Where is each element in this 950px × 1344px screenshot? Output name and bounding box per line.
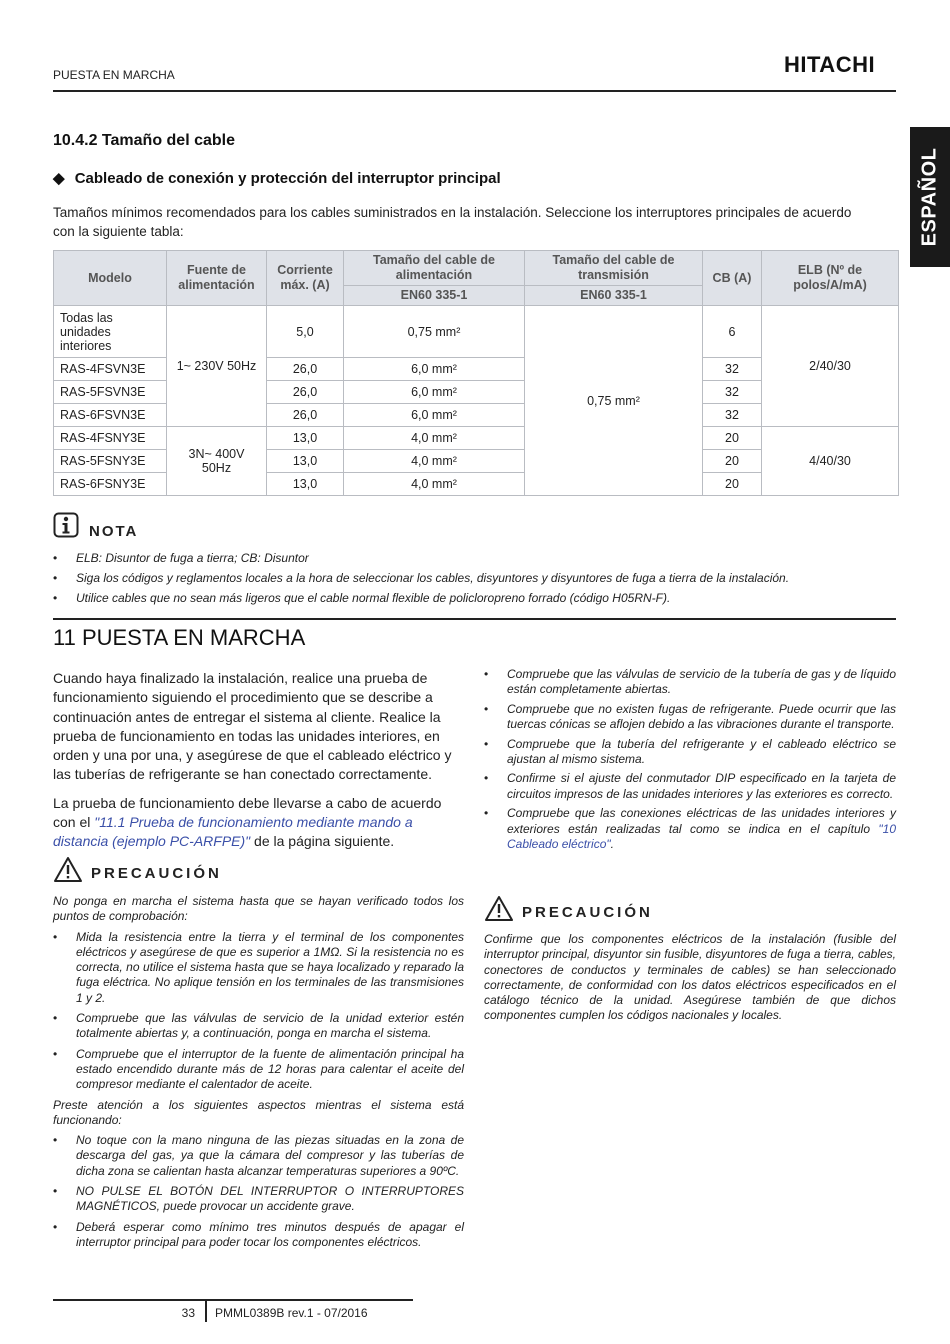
nota-list: [53, 548, 913, 608]
diamond-bullet-icon: ◆: [53, 170, 65, 187]
list-item: • Confirme si el ajuste del conmutador DIP especificado en la tarjeta de circuitos impresos de las unidades interiores y las exteriores es correcto.: [484, 771, 896, 802]
section-title: 10.4.2 Tamaño del cable: [53, 132, 236, 149]
th-cb: CB (A): [703, 251, 762, 306]
cell-cable: 4,0 mm²: [344, 450, 525, 473]
th-elb: ELB (Nº de polos/A/mA): [762, 251, 899, 306]
language-tab: [910, 127, 950, 267]
th-model: Modelo: [54, 251, 167, 306]
list-item: • Compruebe que no existen fugas de refrigerante. Puede ocurrir que las tuercas cónicas se aflojen debido a las vibraciones durante el transporte.: [484, 702, 896, 733]
cell-cable: 0,75 mm²: [344, 306, 525, 358]
cell-power-source: 3N~ 400V 50Hz: [167, 427, 267, 496]
subsection-title-text: Cableado de conexión y protección del interruptor principal: [74, 170, 501, 187]
list-item: • Compruebe que las válvulas de servicio de la unidad exterior estén totalmente abiertas y, a continuación, ponga en marcha el sistema.: [53, 1011, 464, 1042]
brand-logo: HITACHI: [784, 52, 876, 77]
cell-cb: 32: [703, 358, 762, 381]
section-divider: [53, 618, 896, 620]
cell-model: RAS-4FSNY3E: [54, 427, 167, 450]
cell-model: RAS-4FSVN3E: [54, 358, 167, 381]
cell-cable: 4,0 mm²: [344, 427, 525, 450]
cross-reference-link[interactable]: "10 Cableado eléctrico": [507, 821, 896, 852]
table-row: [54, 306, 899, 358]
table-row: [54, 427, 899, 450]
list-item-text: Compruebe que las conexiones eléctricas de las unidades interiores y exteriores están realizadas tal como se indica en el capítulo: [507, 806, 896, 836]
list-item: • ELB: Disuntor de fuga a tierra; CB: Disuntor: [53, 548, 913, 568]
caution-intro: No ponga en marcha el sistema hasta que se hayan verificado todos los puntos de comprobación:: [53, 894, 464, 924]
cell-current: 13,0: [267, 427, 344, 450]
th-power-source: Fuente de alimentación: [167, 251, 267, 306]
cell-current: 5,0: [267, 306, 344, 358]
cell-current: 26,0: [267, 381, 344, 404]
warning-icon: [484, 895, 514, 922]
cell-model: RAS-6FSVN3E: [54, 404, 167, 427]
cell-cb: 20: [703, 473, 762, 496]
cell-cable: 6,0 mm²: [344, 404, 525, 427]
footer-divider: [53, 1299, 413, 1301]
caution-intro: Preste atención a los siguientes aspectos mientras el sistema está funcionando:: [53, 1097, 464, 1127]
list-item-text: .: [610, 837, 614, 852]
list-item: • Utilice cables que no sean más ligeros que el cable normal flexible de policloropreno forrado (código H05RN-F).: [53, 588, 913, 608]
left-column: [53, 669, 464, 861]
cable-size-table: [53, 250, 899, 496]
th-max-current: Corriente máx. (A): [267, 251, 344, 306]
cell-elb: 4/40/30: [762, 427, 899, 496]
cell-cable: 4,0 mm²: [344, 473, 525, 496]
precaution-title: PRECAUCIÓN: [522, 904, 653, 921]
cell-model: Todas las unidades interiores: [54, 306, 167, 358]
page-number: 33: [181, 1306, 195, 1320]
cell-model: RAS-6FSNY3E: [54, 473, 167, 496]
cell-current: 13,0: [267, 473, 344, 496]
check-list: [484, 667, 896, 852]
list-item: • Compruebe que la tubería del refrigerante y el cableado eléctrico se ajustan al mismo sistema.: [484, 737, 896, 768]
paragraph-text: de la página siguiente.: [250, 833, 395, 850]
list-item: • Compruebe que las válvulas de servicio de la tubería de gas y de líquido están completamente abiertas.: [484, 667, 896, 698]
precaution-heading: [484, 895, 653, 922]
warning-icon: [53, 856, 83, 883]
cell-cable: 6,0 mm²: [344, 358, 525, 381]
caution-list: [53, 930, 464, 1093]
document-code: PMML0389B rev.1 - 07/2016: [215, 1306, 368, 1320]
cell-current: 26,0: [267, 358, 344, 381]
right-column: [484, 667, 896, 857]
cell-model: RAS-5FSNY3E: [54, 450, 167, 473]
footer-separator: [205, 1300, 207, 1322]
th-power-cable-std: EN60 335-1: [344, 286, 525, 306]
cell-cb: 6: [703, 306, 762, 358]
cell-power-source: 1~ 230V 50Hz: [167, 306, 267, 427]
precaution-title: PRECAUCIÓN: [91, 865, 222, 882]
cell-current: 26,0: [267, 404, 344, 427]
cell-cb: 20: [703, 427, 762, 450]
list-item: • NO PULSE EL BOTÓN DEL INTERRUPTOR O INTERRUPTORES MAGNÉTICOS, puede provocar un accidente grave.: [53, 1184, 464, 1215]
cell-cb: 32: [703, 404, 762, 427]
list-item: [484, 806, 896, 852]
list-item: • Deberá esperar como mínimo tres minutos después de apagar el interruptor principal para poder tocar los componentes eléctricos.: [53, 1220, 464, 1251]
cell-model: RAS-5FSVN3E: [54, 381, 167, 404]
language-tab-label: ESPAÑOL: [918, 147, 941, 247]
precaution-text: [484, 932, 896, 1029]
cell-current: 13,0: [267, 450, 344, 473]
caution-list: [53, 1133, 464, 1250]
cell-cable: 6,0 mm²: [344, 381, 525, 404]
subsection-title: [53, 169, 501, 187]
paragraph: [53, 794, 464, 852]
caution-block: [53, 894, 464, 1255]
paragraph: Cuando haya finalizado la instalación, realice una prueba de funcionamiento siguiendo el procedimiento que se describe a continuación antes de entregar el sistema al cliente. Realice la prueba de funcionamiento en todas las unidades interiores, en orden y una por una, y asegúrese de que el cableado eléctrico y las tuberías de refrigerante se han conectado correctamente.: [53, 670, 452, 783]
paragraph-text: La prueba de funcionamiento debe llevarse a cabo de acuerdo con el: [53, 794, 442, 831]
list-item: • Mida la resistencia entre la tierra y el terminal de los componentes eléctricos y asegúrese de que es superior a 1MΩ. Si la resistencia no es correcta, no utilice el sistema hasta que se haya localizado y reparado la fuga eléctrica. No aplique tensión en los terminales de las transmisiones 1 y 2.: [53, 930, 464, 1006]
th-power-cable: Tamaño del cable de alimentación: [344, 251, 525, 286]
cell-transmission: 0,75 mm²: [525, 306, 703, 496]
nota-title: NOTA: [89, 523, 139, 540]
cell-elb: 2/40/30: [762, 306, 899, 427]
cross-reference-link[interactable]: "11.1 Prueba de funcionamiento mediante mando a distancia (ejemplo PC-ARFPE)": [53, 814, 413, 850]
intro-paragraph: Tamaños mínimos recomendados para los cables suministrados en la instalación. Seleccione los interruptores principales de acuerdo con la siguiente tabla:: [53, 205, 852, 239]
chapter-title: 11 PUESTA EN MARCHA: [53, 625, 306, 650]
th-transmission-cable: Tamaño del cable de transmisión: [525, 251, 703, 286]
list-item: • No toque con la mano ninguna de las piezas situadas en la zona de descarga del gas, ya que la cámara del compresor y las tuberías de dicha zona se calientan hasta alcanzar temperaturas superiores a 90ºC.: [53, 1133, 464, 1179]
precaution-heading: [53, 856, 222, 883]
cell-cb: 32: [703, 381, 762, 404]
cell-cb: 20: [703, 450, 762, 473]
list-item: • Compruebe que el interruptor de la fuente de alimentación principal ha estado encendido durante más de 12 horas para calentar el aceite del compresor mediante el calentador de aceite.: [53, 1047, 464, 1093]
header-section-label: PUESTA EN MARCHA: [53, 68, 175, 82]
paragraph: Confirme que los componentes eléctricos de la instalación (fusible del interruptor principal, disyuntor sin fusible, disyuntores de fuga a tierra, cables, conectores de conductos y terminales de cables) se han seleccionado correctamente, de conformidad con los datos eléctricos especificados en el catálogo técnico de la unidad. Asegúrese también de que dichos componentes cumplen los códigos nacionales y locales.: [484, 932, 896, 1023]
header-divider: [53, 90, 896, 92]
list-item: • Siga los códigos y reglamentos locales a la hora de seleccionar los cables, disyuntores y disyuntores de fuga a tierra de la instalación.: [53, 568, 913, 588]
info-icon: [53, 512, 79, 538]
th-transmission-cable-std: EN60 335-1: [525, 286, 703, 306]
